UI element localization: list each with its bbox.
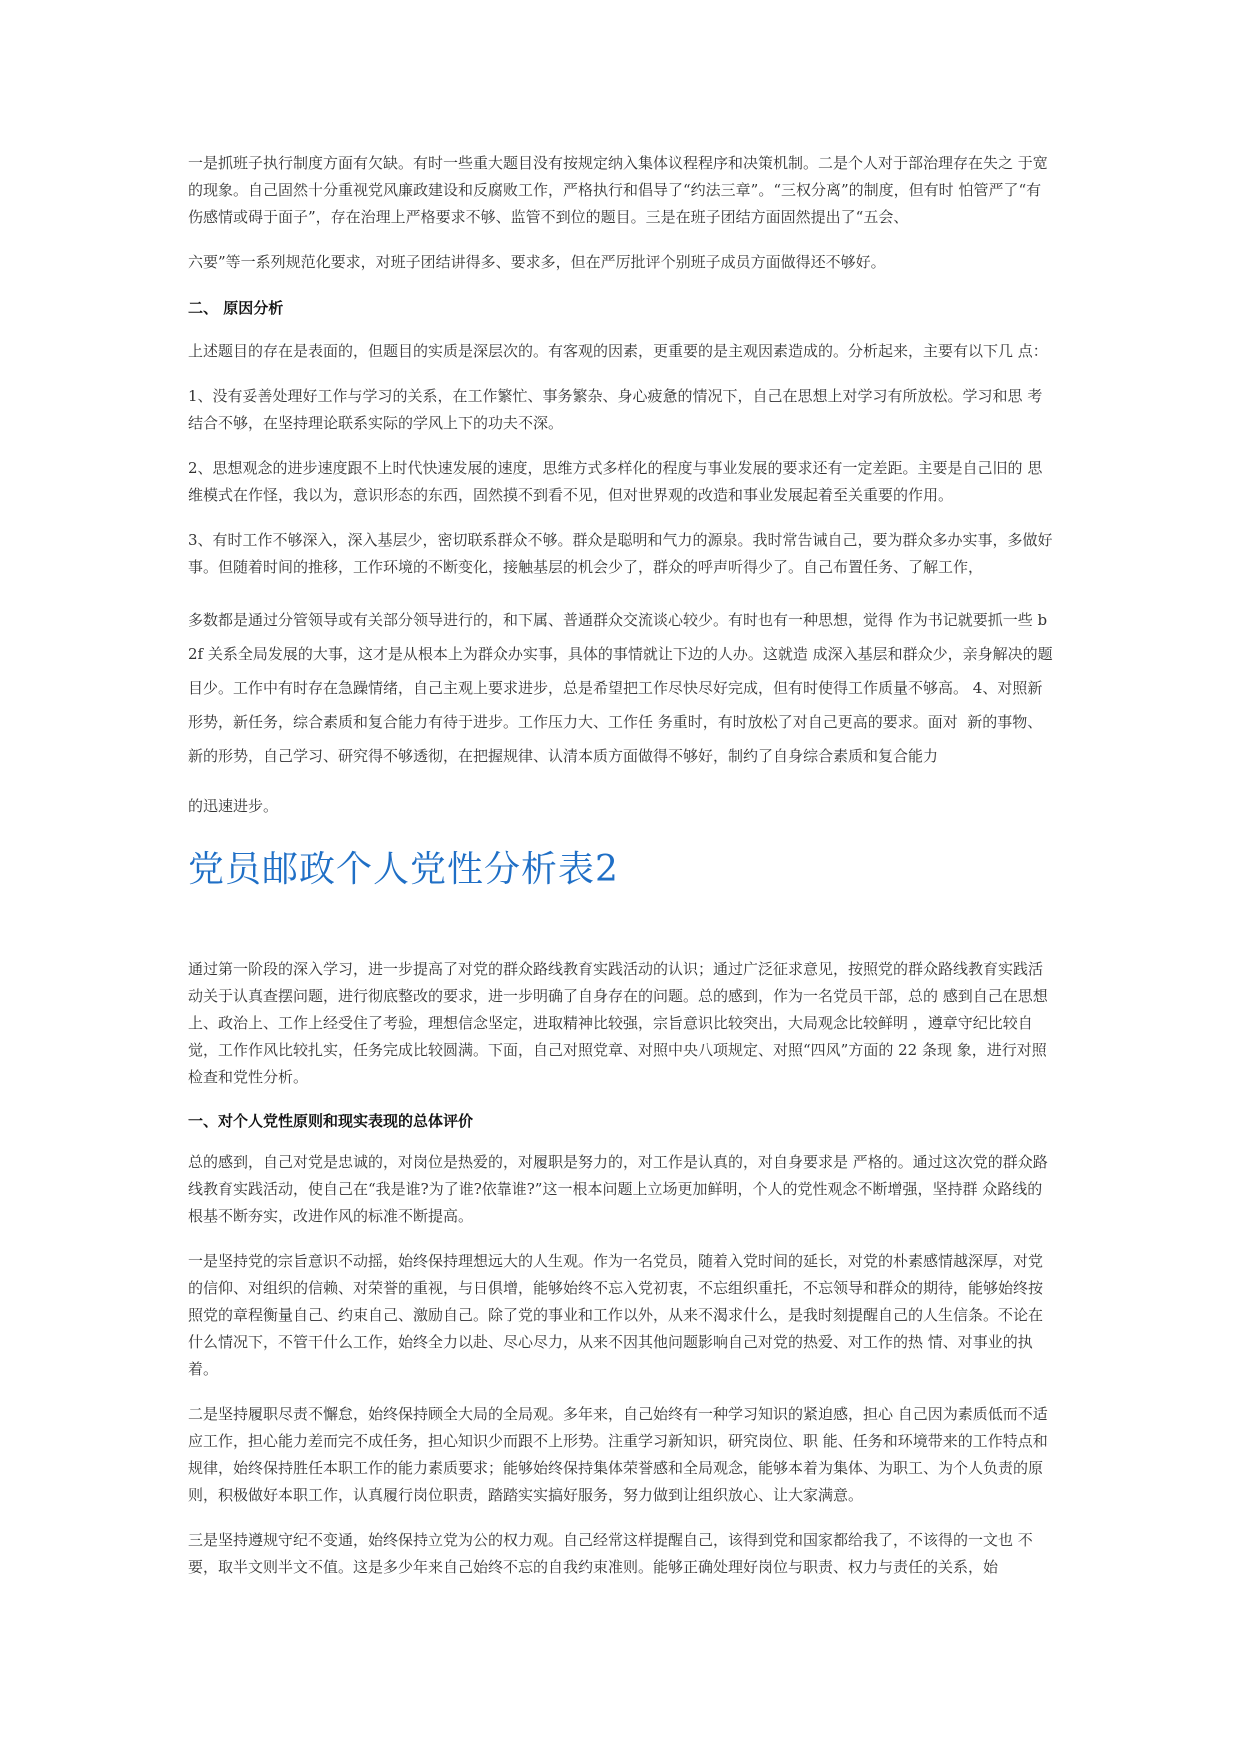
paragraph-cause-3: 3、有时工作不够深入，深入基层少，密切联系群众不够。群众是聪明和气力的源泉。我时常告诫自己，要为群众多办实事，多做好事。但随着时间的推移，工作环境的不断变化，接触基层的机会少了，群众的呼声听得少了。自己布置任务、了解工作，: [188, 531, 1053, 576]
paragraph-governance-shortcomings: 一是抓班子执行制度方面有欠缺。有时一些重大题目没有按规定纳入集体议程程序和决策机制。二是个人对于部治理存在失之 于宽的现象。自己固然十分重视党风廉政建设和反腐败工作，严格执行和倡导了“约法三章”。“三权分离”的制度，但有时 怕管严了“有伤感情或碍于面子”，存在治理上严格要求不够、监管不到位的题目。三是在班子团结方面固然提出了“五会、: [188, 154, 1048, 226]
paragraph-team-unity: 六要”等一系列规范化要求，对班子团结讲得多、要求多，但在严厉批评个别班子成员方面做得还不够好。: [188, 253, 886, 271]
heading-cause-analysis: 二、 原因分析: [188, 299, 284, 317]
paragraph-study-intro: 通过第一阶段的深入学习，进一步提高了对党的群众路线教育实践活动的认识；通过广泛征求意见，按照党的群众路线教育实践活动关于认真查摆问题，进行彻底整改的要求，进一步明确了自身存在的问题。总的感到，作为一名党员干部，总的 感到自己在思想上、政治上、工作上经受住了考验，理想信念坚定，进取精神比较强，宗旨意识比较突出，大局观念比较鲜明 ，遵章守纪比较自觉，工作作风比较扎实，任务完成比较圆满。下面，自己对照党章、对照中央八项规定、对照“四风”方面的 22 条现 象，进行对照检查和党性分析。: [188, 960, 1048, 1086]
paragraph-cause-2: 2、思想观念的进步速度跟不上时代快速发展的速度，思维方式多样化的程度与事业发展的要求还有一定差距。主要是自己旧的 思维模式在作怪，我以为，意识形态的东西，固然摸不到看不见，但对世界观的改造和事业发展起着至关重要的作用。: [188, 459, 1043, 504]
paragraph-cause-intro: 上述题目的存在是表面的，但题目的实质是深层次的。有客观的因素，更重要的是主观因素造成的。分析起来，主要有以下几 点：: [188, 342, 1048, 360]
paragraph-cause-4-end: 的迅速进步。: [188, 797, 279, 815]
paragraph-cause-3-continued: 多数都是通过分管领导或有关部分领导进行的，和下属、普通群众交流谈心较少。有时也有一种思想，觉得 作为书记就要抓一些 b2f 关系全局发展的大事，这才是从根本上为群众办实事，具体的事情就让下边的人办。这就造 成深入基层和群众少，亲身解决的题目少。工作中有时存在急躁情绪，自己主观上要求进步，总是希望把工作尽快尽好完成，但有时使得工作质量不够高。 4、对照新形势，新任务，综合素质和复合能力有待于进步。工作压力大、工作任 务重时，有时放松了对自己更高的要求。面对 新的事物、新的形势，自己学习、研究得不够透彻，在把握规律、认清本质方面做得不够好，制约了自身综合素质和复合能力: [188, 611, 1053, 765]
document-page: [188, 150, 1054, 1581]
paragraph-point-2: 二是坚持履职尽责不懈怠，始终保持顾全大局的全局观。多年来，自己始终有一种学习知识的紧迫感，担心 自己因为素质低而不适应工作，担心能力差而完不成任务，担心知识少而跟不上形势。注重学习新知识，研究岗位、职 能、任务和环境带来的工作特点和规律，始终保持胜任本职工作的能力素质要求；能够始终保持集体荣誉感和全局观念，能够本着为集体、为职工、为个人负责的原则，积极做好本职工作，认真履行岗位职责，踏踏实实搞好服务，努力做到让组织放心、让大家满意。: [188, 1405, 1048, 1504]
heading-overall-evaluation: 一、对个人党性原则和现实表现的总体评价: [188, 1112, 474, 1130]
paragraph-overall-feeling: 总的感到，自己对党是忠诚的，对岗位是热爱的，对履职是努力的，对工作是认真的，对自身要求是 严格的。通过这次党的群众路线教育实践活动，使自己在“我是谁?为了谁?依靠谁?”这一根本问题上立场更加鲜明，个人的党性观念不断增强，坚持群 众路线的根基不断夯实，改进作风的标准不断提高。: [188, 1153, 1048, 1225]
paragraph-point-3: 三是坚持遵规守纪不变通，始终保持立党为公的权力观。自己经常这样提醒自己，该得到党和国家都给我了，不该得的一文也 不要，取半文则半文不值。这是多少年来自己始终不忘的自我约束准则。能够正确处理好岗位与职责、权力与责任的关系，始: [188, 1531, 1033, 1576]
paragraph-point-1: 一是坚持党的宗旨意识不动摇，始终保持理想远大的人生观。作为一名党员，随着入党时间的延长，对党的朴素感情越深厚，对党的信仰、对组织的信赖、对荣誉的重视，与日俱增，能够始终不忘入党初衷，不忘组织重托，不忘领导和群众的期待，能够始终按照党的章程衡量自己、约束自己、激励自己。除了党的事业和工作以外，从来不渴求什么，是我时刻提醒自己的人生信条。不论在什么情况下，不管干什么工作，始终全力以赴、尽心尽力，从来不因其他问题影响自己对党的热爱、对工作的热 情、对事业的执着。: [188, 1252, 1044, 1378]
paragraph-cause-1: 1、没有妥善处理好工作与学习的关系，在工作繁忙、事务繁杂、身心疲惫的情况下，自己在思想上对学习有所放松。学习和思 考结合不够，在坚持理论联系实际的学风上下的功夫不深。: [188, 387, 1043, 432]
document-title: 党员邮政个人党性分析表2: [188, 849, 619, 890]
